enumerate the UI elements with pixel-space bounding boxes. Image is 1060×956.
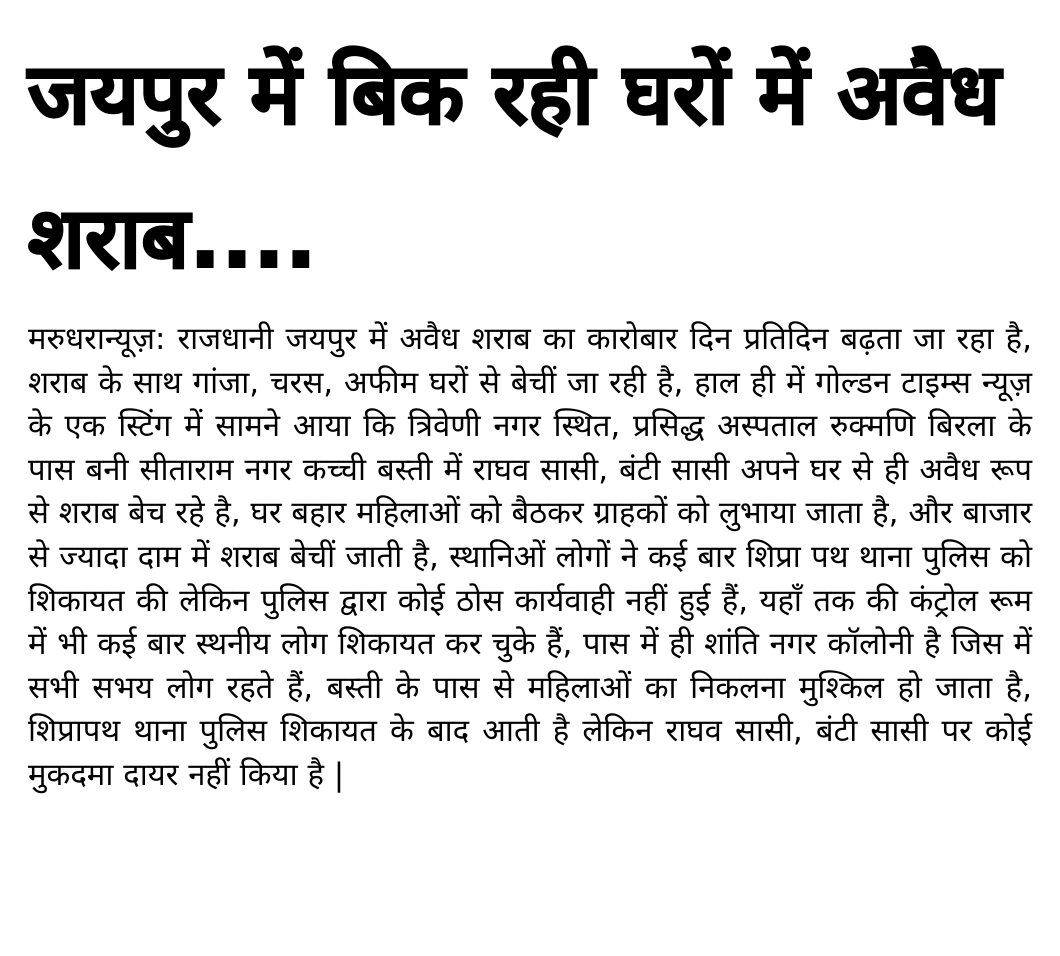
- article-headline: जयपुर में बिक रही घरों में अवैध शराब....: [28, 45, 1001, 287]
- article-body: मरुधरान्यूज़: राजधानी जयपुर में अवैध शराब का कारोबार दिन प्रतिदिन बढ़ता जा रहा है, शराब के साथ गांजा, चरस, अफीम घरों से बेचीं जा रही है, हाल ही में गोल्डन टाइम्स न्यूज़ के एक स्टिंग में सामने आया कि त्रिवेणी नगर स्थित, प्रसिद्ध अस्पताल रुक्मणि बिरला के पास बनी सीताराम नगर कच्ची बस्ती में राघव सासी, बंटी सासी अपने घर से ही अवैध रूप से शराब बेच रहे है, घर बहार महिलाओं को बैठकर ग्राहकों को लुभाया जाता है, और बाजार से ज्यादा दाम में शराब बेचीं जाती है, स्थानिओं लोगों ने कई बार शिप्रा पथ थाना पुलिस को शिकायत की लेकिन पुलिस द्वारा कोई ठोस कार्यवाही नहीं हुई हैं, यहाँ तक की कंट्रोल रूम में भी कई बार स्थनीय लोग शिकायत कर चुके हैं, पास में ही शांति नगर कॉलोनी है जिस में सभी सभय लोग रहते हैं, बस्ती के पास से महिलाओं का निकलना मुश्किल हो जाता है, शिप्रापथ थाना पुलिस शिकायत के बाद आती है लेकिन राघव सासी, बंटी सासी पर कोई मुकदमा दायर नहीं किया है |: [28, 321, 1032, 793]
